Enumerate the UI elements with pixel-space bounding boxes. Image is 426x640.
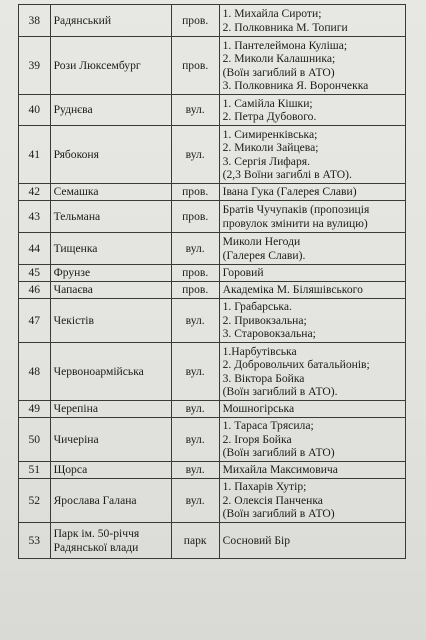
new-name-option: Михайла Максимовича bbox=[222, 463, 338, 477]
old-name: Черепіна bbox=[53, 402, 98, 416]
new-name-option: 2. Петра Дубового. bbox=[222, 110, 317, 123]
new-name-option: 1. Михайла Сироти; bbox=[222, 7, 322, 21]
new-name-option: Мошногірська bbox=[222, 402, 295, 416]
row-number: 39 bbox=[19, 37, 51, 95]
table-row bbox=[19, 5, 406, 37]
object-type: вул. bbox=[171, 126, 219, 184]
old-name: Фрунзе bbox=[53, 266, 91, 280]
old-name: Рози Люксембург bbox=[53, 58, 141, 72]
object-type: вул. bbox=[171, 479, 219, 523]
new-name-option: 2. Олексія Панченка bbox=[222, 493, 323, 507]
new-name-option: 1. Тараса Трясила; bbox=[222, 419, 314, 433]
new-name-option: Івана Гука (Галерея Слави) bbox=[222, 185, 357, 199]
object-type: вул. bbox=[171, 462, 219, 479]
old-name-cell bbox=[50, 299, 171, 343]
object-type: вул. bbox=[171, 418, 219, 462]
object-type: вул. bbox=[171, 233, 219, 265]
row-number: 52 bbox=[19, 479, 51, 523]
row-number: 41 bbox=[19, 126, 51, 184]
new-name-option: 1. Симиренківська; bbox=[222, 127, 318, 141]
new-name-option: 3. Старовокзальна; bbox=[222, 327, 316, 341]
new-name-option: Сосновий Бір bbox=[222, 533, 291, 547]
new-name-cell bbox=[219, 462, 405, 479]
new-name-option: провулок змінити на вулицю) bbox=[222, 216, 368, 230]
table-row bbox=[19, 265, 406, 282]
old-name: Червоноармійська bbox=[53, 364, 144, 378]
row-number: 49 bbox=[19, 401, 51, 418]
row-number: 42 bbox=[19, 184, 51, 201]
old-name: Парк ім. 50-річчя bbox=[53, 527, 140, 541]
new-name-cell bbox=[219, 479, 405, 523]
table-row bbox=[19, 523, 406, 559]
new-name-option: (Воїн загиблий в АТО) bbox=[222, 65, 335, 79]
old-name-cell bbox=[50, 523, 171, 559]
new-name-cell bbox=[219, 418, 405, 462]
old-name-cell bbox=[50, 479, 171, 523]
old-name-cell bbox=[50, 126, 171, 184]
old-name: Семашка bbox=[53, 185, 99, 199]
table-row bbox=[19, 418, 406, 462]
table-row bbox=[19, 201, 406, 233]
new-name-option: (Галерея Слави). bbox=[222, 248, 306, 262]
new-name-option: 1. Грабарська. bbox=[222, 300, 292, 314]
new-name-option: 1. Пантелеймона Куліша; bbox=[222, 38, 348, 52]
table-row bbox=[19, 233, 406, 265]
object-type: пров. bbox=[171, 201, 219, 233]
new-name-cell bbox=[219, 37, 405, 95]
object-type: пров. bbox=[171, 184, 219, 201]
old-name: Радянський bbox=[53, 13, 112, 27]
old-name: Руднєва bbox=[53, 103, 93, 117]
row-number: 48 bbox=[19, 343, 51, 401]
old-name: Чапаєва bbox=[53, 283, 93, 297]
new-name-option: Горовий bbox=[222, 266, 264, 280]
object-type: парк bbox=[171, 523, 219, 559]
table-row bbox=[19, 479, 406, 523]
old-name: Радянської влади bbox=[53, 540, 139, 554]
table-row bbox=[19, 299, 406, 343]
table-row bbox=[19, 95, 406, 126]
table-row bbox=[19, 184, 406, 201]
old-name-cell bbox=[50, 418, 171, 462]
new-name-cell bbox=[219, 265, 405, 282]
old-name-cell bbox=[50, 5, 171, 37]
table-row bbox=[19, 37, 406, 95]
object-type: пров. bbox=[171, 37, 219, 95]
old-name-cell bbox=[50, 233, 171, 265]
object-type: вул. bbox=[171, 343, 219, 401]
row-number: 40 bbox=[19, 95, 51, 126]
new-name-cell bbox=[219, 5, 405, 37]
old-name-cell bbox=[50, 401, 171, 418]
new-name-option: 3. Віктора Бойка bbox=[222, 371, 305, 385]
table-body bbox=[19, 5, 406, 559]
new-name-cell bbox=[219, 233, 405, 265]
object-type: вул. bbox=[171, 299, 219, 343]
new-name-option: 2. Миколи Зайцева; bbox=[222, 141, 319, 155]
new-name-option: 2. Добровольчих батальйонів; bbox=[222, 358, 370, 372]
object-type: пров. bbox=[171, 265, 219, 282]
old-name: Ярослава Галана bbox=[53, 493, 137, 507]
row-number: 44 bbox=[19, 233, 51, 265]
new-name-option: 2. Привокзальна; bbox=[222, 313, 307, 327]
new-name-option: (Воїн загиблий в АТО). bbox=[222, 384, 338, 398]
new-name-cell bbox=[219, 95, 405, 126]
old-name-cell bbox=[50, 37, 171, 95]
row-number: 45 bbox=[19, 265, 51, 282]
old-name-cell bbox=[50, 201, 171, 233]
new-name-option: 3. Сергія Лифаря. bbox=[222, 154, 310, 168]
object-type: вул. bbox=[171, 95, 219, 126]
row-number: 51 bbox=[19, 462, 51, 479]
object-type: пров. bbox=[171, 5, 219, 37]
new-name-cell bbox=[219, 126, 405, 184]
old-name-cell bbox=[50, 95, 171, 126]
object-type: пров. bbox=[171, 282, 219, 299]
new-name-option: (2,3 Воїни загиблі в АТО). bbox=[222, 167, 352, 181]
new-name-cell bbox=[219, 523, 405, 559]
old-name: Тищенка bbox=[53, 241, 98, 255]
row-number: 43 bbox=[19, 201, 51, 233]
old-name: Рябоконя bbox=[53, 147, 99, 161]
row-number: 46 bbox=[19, 282, 51, 299]
old-name-cell bbox=[50, 462, 171, 479]
table-row bbox=[19, 126, 406, 184]
object-type: вул. bbox=[171, 401, 219, 418]
street-renaming-table bbox=[18, 4, 406, 559]
row-number: 53 bbox=[19, 523, 51, 559]
new-name-option: Миколи Негоди bbox=[222, 235, 301, 249]
table-row bbox=[19, 462, 406, 479]
old-name-cell bbox=[50, 282, 171, 299]
row-number: 50 bbox=[19, 418, 51, 462]
new-name-option: Академіка М. Біляшівського bbox=[222, 283, 363, 297]
new-name-option: (Воїн загиблий в АТО) bbox=[222, 446, 335, 460]
row-number: 38 bbox=[19, 5, 51, 37]
table-row bbox=[19, 401, 406, 418]
old-name-cell bbox=[50, 184, 171, 201]
new-name-option: (Воїн загиблий в АТО) bbox=[222, 507, 335, 521]
new-name-option: 1. Самійла Кішки; bbox=[222, 96, 313, 110]
old-name: Щорса bbox=[53, 463, 88, 477]
new-name-option: 1.Нарбутівська bbox=[222, 344, 297, 358]
new-name-option: 2. Ігоря Бойка bbox=[222, 432, 292, 446]
new-name-cell bbox=[219, 184, 405, 201]
new-name-cell bbox=[219, 343, 405, 401]
new-name-option: 1. Пахарів Хутір; bbox=[222, 480, 307, 494]
table-row bbox=[19, 343, 406, 401]
old-name: Чичеріна bbox=[53, 432, 99, 446]
old-name-cell bbox=[50, 265, 171, 282]
row-number: 47 bbox=[19, 299, 51, 343]
old-name: Тельмана bbox=[53, 209, 101, 223]
new-name-cell bbox=[219, 299, 405, 343]
new-name-option: Братів Чучупаків (пропозиція bbox=[222, 203, 370, 217]
new-name-cell bbox=[219, 201, 405, 233]
new-name-option: 2. Полковника М. Топиги bbox=[222, 20, 348, 34]
new-name-cell bbox=[219, 401, 405, 418]
old-name-cell bbox=[50, 343, 171, 401]
table-row bbox=[19, 282, 406, 299]
new-name-option: 2. Миколи Калашника; bbox=[222, 52, 336, 66]
old-name: Чекістів bbox=[53, 313, 95, 327]
new-name-cell bbox=[219, 282, 405, 299]
new-name-option: 3. Полковника Я. Ворончекка bbox=[222, 78, 369, 92]
